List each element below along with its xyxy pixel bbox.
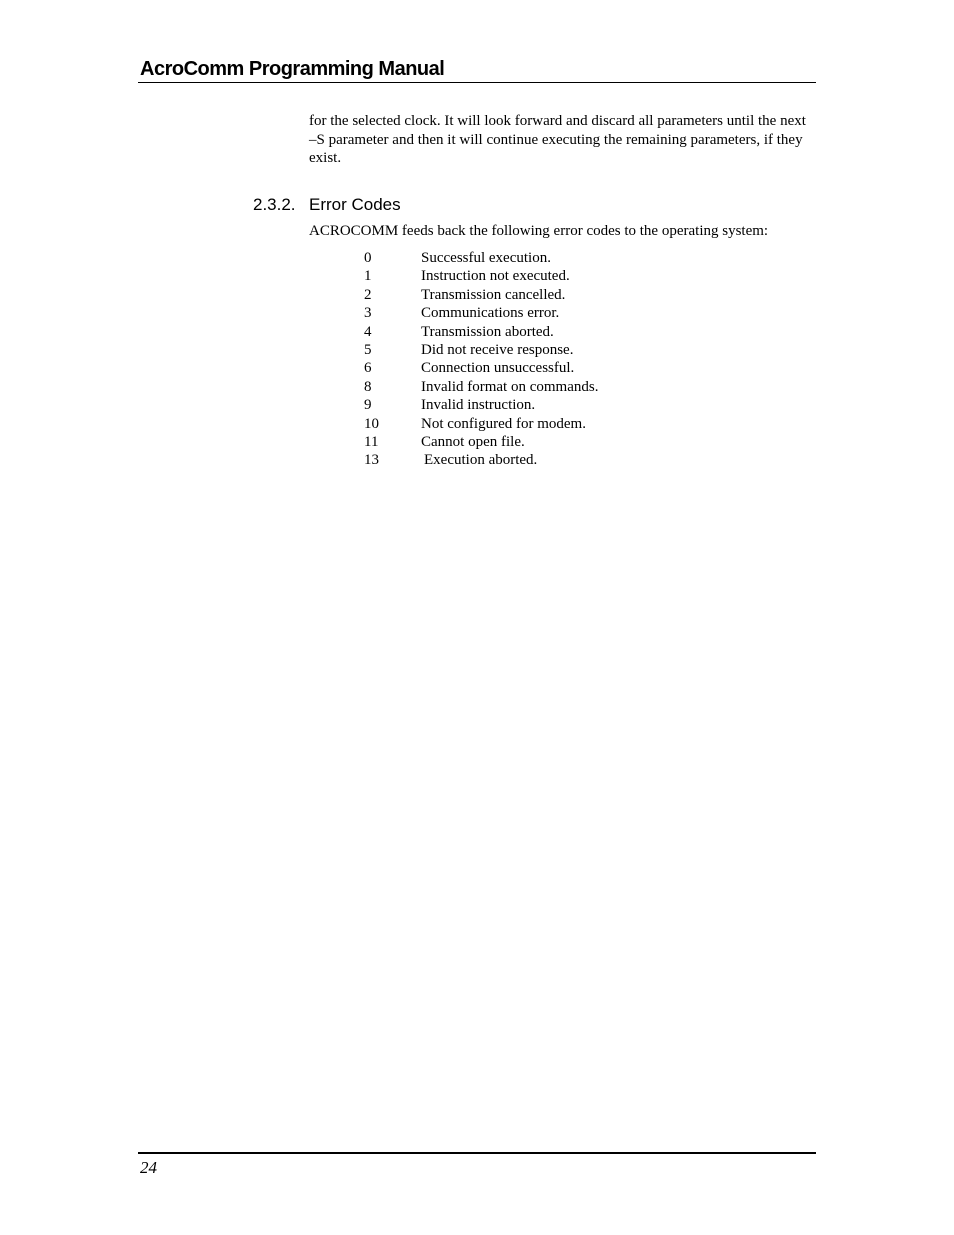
intro-paragraph bbox=[309, 112, 814, 168]
error-code-number: 4 bbox=[364, 323, 372, 340]
error-code-item bbox=[364, 323, 598, 341]
error-code-item bbox=[364, 286, 598, 304]
error-code-number: 0 bbox=[364, 250, 372, 266]
error-code-item bbox=[364, 415, 598, 433]
error-code-number: 2 bbox=[364, 286, 372, 303]
error-code-item bbox=[364, 378, 598, 396]
error-code-description: Connection unsuccessful. bbox=[421, 360, 575, 377]
section-title: Error Codes bbox=[309, 195, 401, 214]
error-code-item bbox=[364, 304, 598, 322]
error-code-description: Instruction not executed. bbox=[421, 268, 570, 285]
error-code-item bbox=[364, 267, 598, 285]
error-code-number: 3 bbox=[364, 305, 372, 322]
section-number: 2.3.2. bbox=[253, 195, 296, 214]
error-code-number: 1 bbox=[364, 268, 372, 285]
error-code-description: Not configured for modem. bbox=[421, 415, 586, 432]
page-header-title: AcroComm Programming Manual bbox=[140, 58, 445, 80]
error-code-description: Successful execution. bbox=[421, 250, 551, 266]
error-code-description: Communications error. bbox=[421, 305, 560, 322]
error-code-number: 10 bbox=[364, 415, 379, 432]
error-code-item bbox=[364, 341, 598, 359]
error-code-item bbox=[364, 433, 598, 451]
error-code-description: Execution aborted. bbox=[424, 452, 538, 469]
error-code-number: 6 bbox=[364, 360, 372, 377]
footer-divider bbox=[138, 1152, 816, 1154]
error-code-list bbox=[364, 249, 598, 470]
error-code-item bbox=[364, 249, 598, 267]
intro-text: for the selected clock. It will look forward and discard all parameters until the next –S parameter and then it will continue executing the remaining parameters, if they exist. bbox=[309, 113, 806, 166]
error-code-description: Invalid instruction. bbox=[421, 397, 536, 414]
error-code-description: Invalid format on commands. bbox=[421, 378, 599, 395]
error-code-number: 9 bbox=[364, 397, 372, 414]
error-code-description: Cannot open file. bbox=[421, 434, 525, 451]
error-code-number: 11 bbox=[364, 434, 379, 451]
header-divider bbox=[138, 82, 816, 83]
error-code-item bbox=[364, 396, 598, 414]
error-code-number: 8 bbox=[364, 378, 372, 395]
section-heading bbox=[253, 194, 401, 216]
error-code-description: Transmission aborted. bbox=[421, 323, 554, 340]
error-code-description: Did not receive response. bbox=[421, 342, 574, 359]
page-number: 24 bbox=[140, 1158, 157, 1177]
error-code-description: Transmission cancelled. bbox=[421, 286, 566, 303]
section-lead-text: ACROCOMM feeds back the following error codes to the operating system: bbox=[309, 223, 769, 239]
error-code-number: 5 bbox=[364, 342, 372, 359]
error-code-item bbox=[364, 359, 598, 377]
error-code-number: 13 bbox=[364, 452, 379, 469]
error-code-item bbox=[364, 451, 598, 469]
